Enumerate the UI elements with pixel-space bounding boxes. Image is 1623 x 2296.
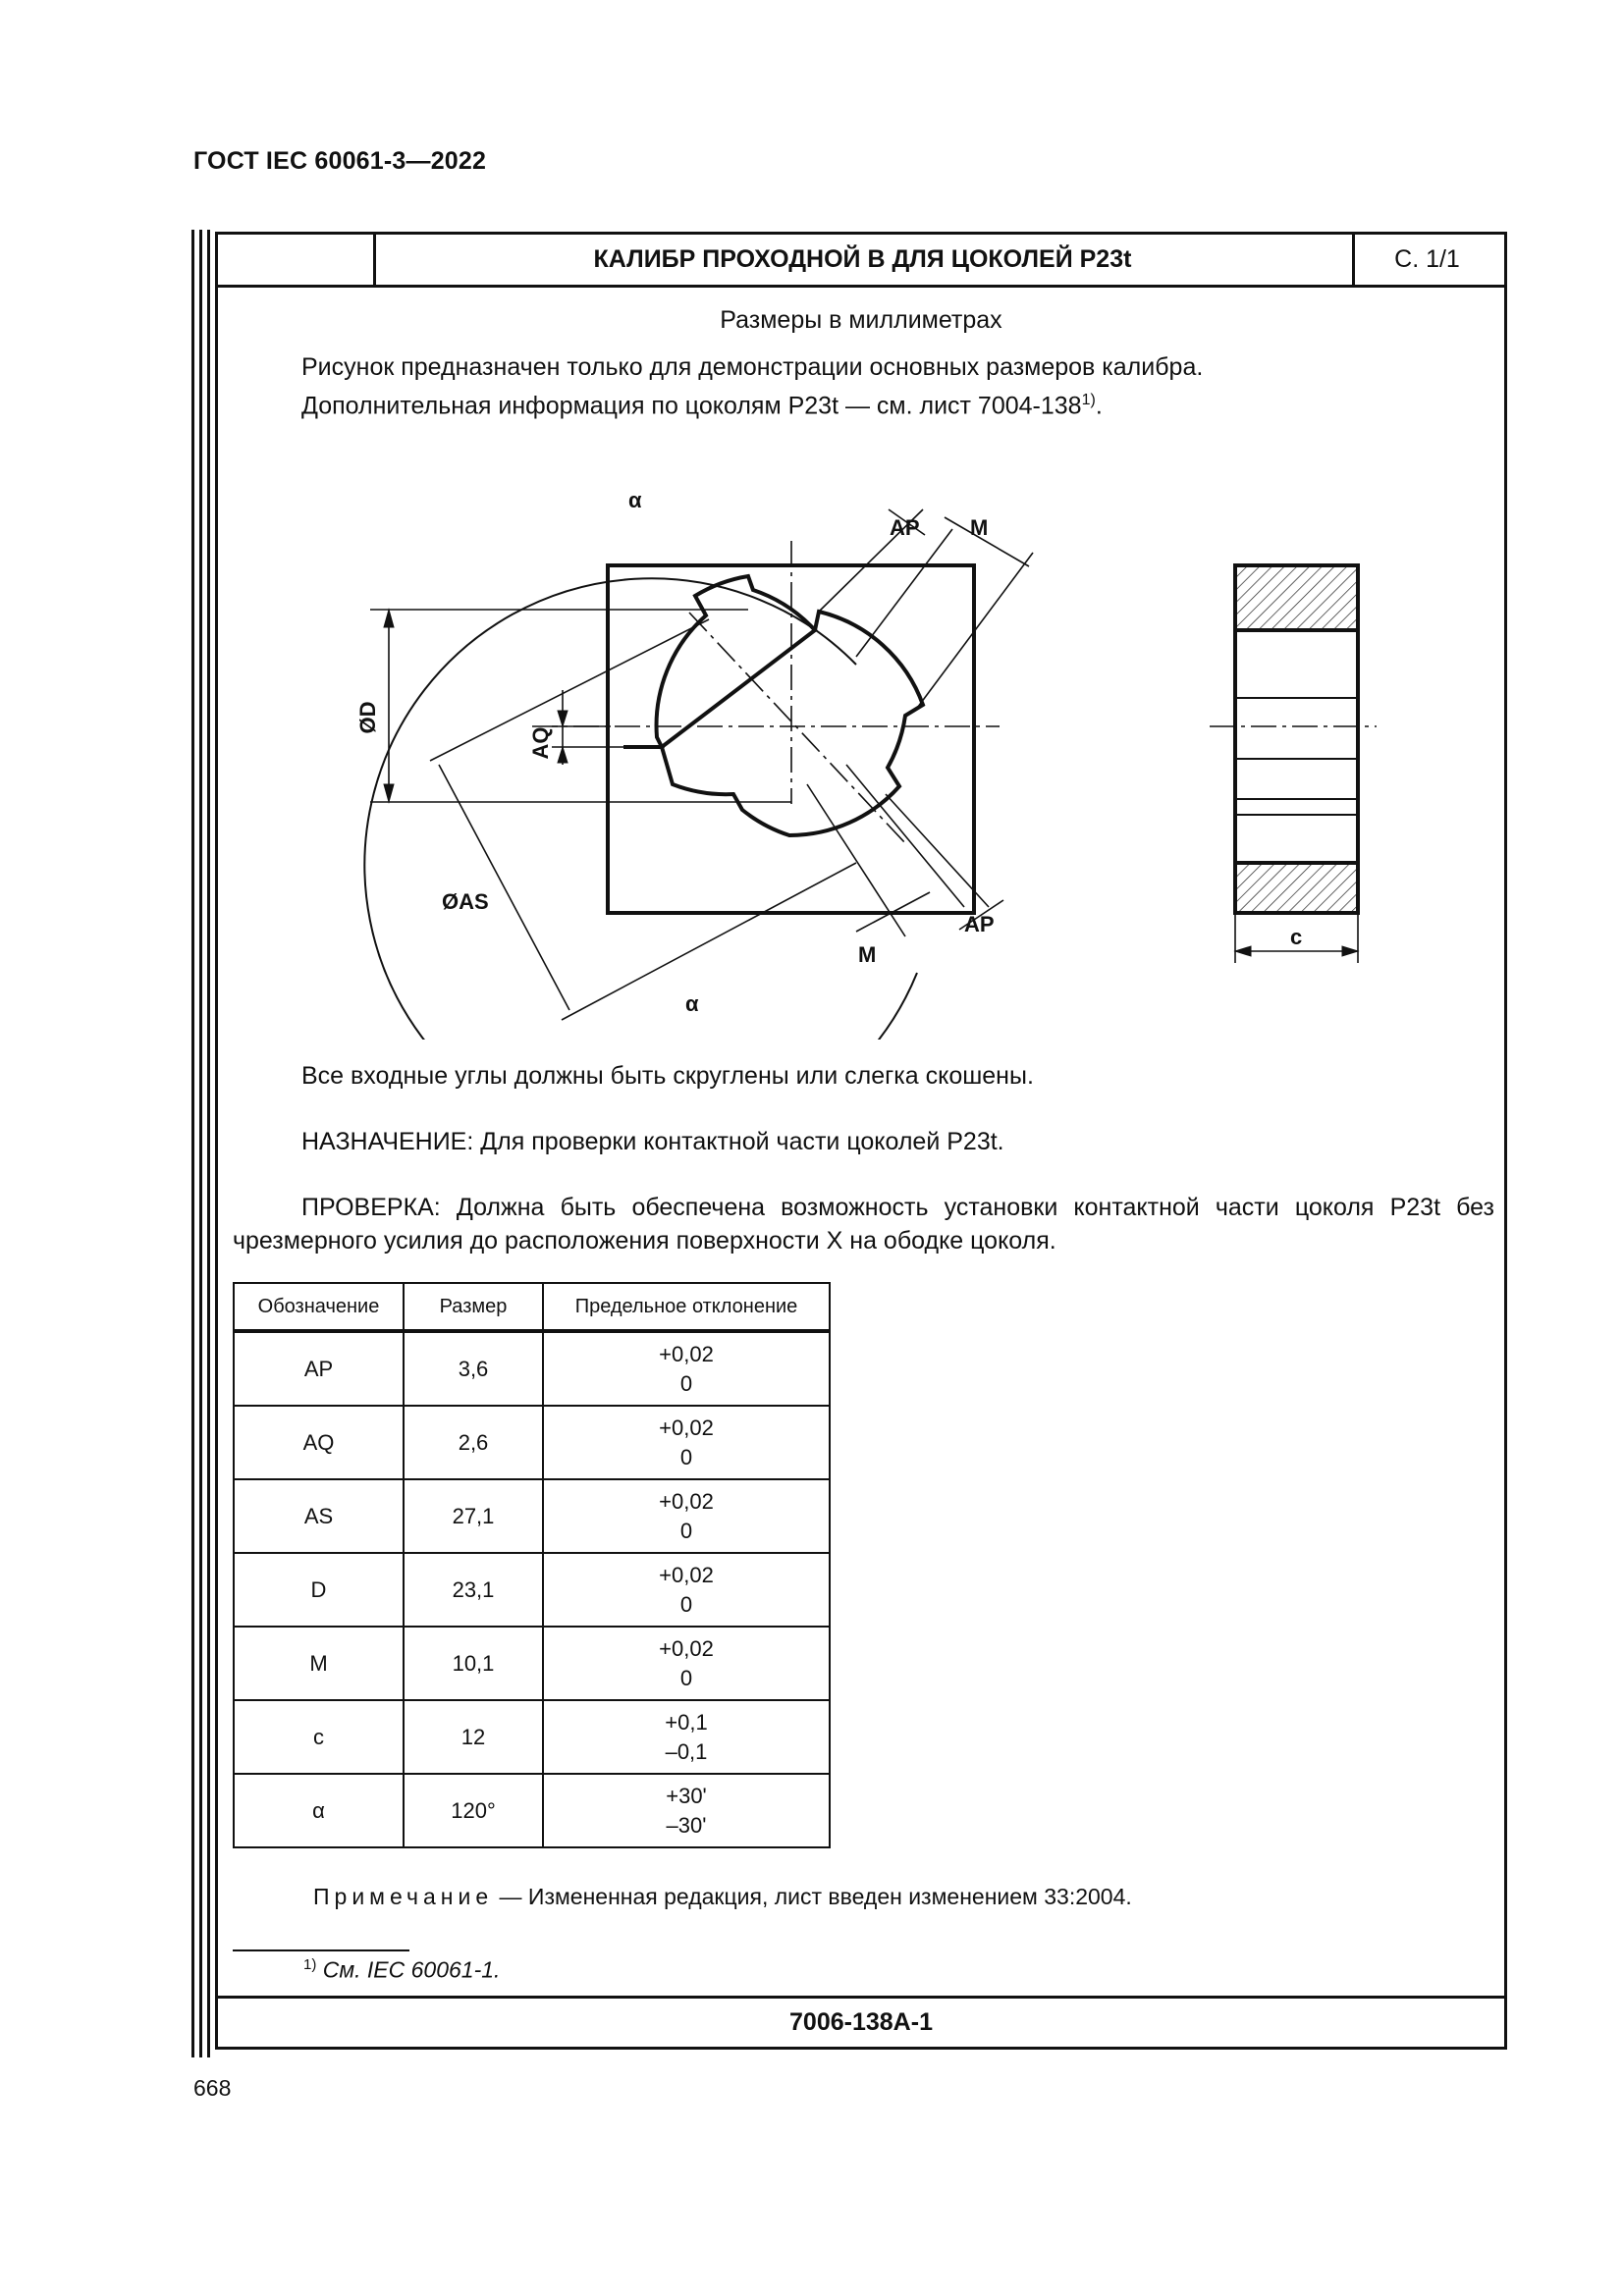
sheet-title: КАЛИБР ПРОХОДНОЙ В ДЛЯ ЦОКОЛЕЙ P23t [373, 235, 1355, 285]
tolerance-upper: +0,02 [659, 1488, 714, 1514]
cell-symbol: AQ [234, 1406, 404, 1479]
cell-symbol: α [234, 1774, 404, 1847]
tolerance-lower: 0 [679, 1665, 693, 1690]
page-number: 668 [193, 2075, 232, 2101]
tolerance-lower: 0 [679, 1370, 693, 1396]
footnote-ref: 1) [1081, 392, 1096, 408]
label-ap-top: AP [890, 515, 920, 540]
arrow [558, 711, 568, 726]
note-label: Примечание [313, 1884, 494, 1909]
note [313, 1884, 1132, 1910]
tolerance-lower: 0 [679, 1518, 693, 1543]
tolerance-upper: +0,1 [665, 1709, 708, 1735]
sheet-code: 7006-138A-1 [218, 1996, 1504, 2047]
table-row [234, 1774, 830, 1847]
footnote-mark: 1) [303, 1956, 317, 1973]
header-tolerance: Предельное отклонение [543, 1283, 830, 1331]
cell-size: 2,6 [404, 1406, 543, 1479]
table-row [234, 1627, 830, 1700]
cell-size: 23,1 [404, 1553, 543, 1627]
bore-outline [623, 576, 923, 835]
alpha-arc [364, 578, 917, 1040]
intro-paragraph [301, 350, 1431, 422]
side-view-hatch [1235, 863, 1358, 913]
arrow [558, 747, 568, 763]
label-alpha: α [628, 488, 642, 512]
units-note: Размеры в миллиметрах [720, 306, 1002, 334]
cell-size: 12 [404, 1700, 543, 1774]
intro-end: . [1095, 392, 1103, 420]
label-as: ØAS [442, 889, 489, 914]
cell-size: 27,1 [404, 1479, 543, 1553]
tolerance-upper: +0,02 [659, 1341, 714, 1366]
axis-line [689, 613, 905, 843]
document-header: ГОСТ IEC 60061-3—2022 [193, 147, 487, 175]
check-paragraph: ПРОВЕРКА: Должна быть обеспечена возможность установки контактной части цоколя P23t без чрезмерного усилия до расположения поверхности X на ободке цоколя. [233, 1194, 1494, 1255]
cell-tolerance [543, 1627, 830, 1700]
side-view-hatch [1235, 565, 1358, 630]
tolerance-lower: 0 [679, 1444, 693, 1469]
intro-text: Дополнительная информация по цоколям P23t — см. лист 7004-138 [301, 392, 1082, 420]
cell-tolerance [543, 1553, 830, 1627]
arrow [1235, 946, 1251, 956]
angles-note: Все входные углы должны быть скруглены или слегка скошены. [301, 1062, 1034, 1090]
table-row [234, 1331, 830, 1406]
cell-size: 120° [404, 1774, 543, 1847]
tolerance-lower: –0,1 [665, 1738, 708, 1764]
footnote-divider [233, 1949, 409, 1951]
standard-sheet [215, 232, 1507, 2050]
cell-symbol: AP [234, 1331, 404, 1406]
label-aq: AQ [528, 726, 553, 760]
table-row [234, 1553, 830, 1627]
label-c: c [1290, 925, 1303, 949]
arrow [1342, 946, 1358, 956]
label-m-top: M [970, 515, 989, 540]
sheet-title-row [218, 235, 1504, 288]
note-text: — Измененная редакция, лист введен изменением 33:2004. [493, 1884, 1132, 1909]
cell-tolerance [543, 1479, 830, 1553]
cell-symbol: AS [234, 1479, 404, 1553]
intro-line: Рисунок предназначен только для демонстрации основных размеров калибра. [301, 353, 1204, 381]
arrow [384, 784, 394, 802]
table-row [234, 1700, 830, 1774]
label-alpha-bottom: α [685, 991, 699, 1016]
cell-tolerance [543, 1331, 830, 1406]
sheet-page-ref: С. 1/1 [1394, 245, 1460, 273]
tolerance-lower: –30' [666, 1812, 707, 1838]
cell-tolerance [543, 1406, 830, 1479]
title-blank-cell [218, 235, 376, 285]
header-size: Размер [404, 1283, 543, 1331]
side-rule [191, 230, 194, 2057]
cell-symbol: M [234, 1627, 404, 1700]
cell-tolerance [543, 1700, 830, 1774]
cell-size: 10,1 [404, 1627, 543, 1700]
tolerance-upper: +0,02 [659, 1562, 714, 1587]
cell-tolerance [543, 1774, 830, 1847]
tolerance-lower: 0 [679, 1591, 693, 1617]
cell-symbol: c [234, 1700, 404, 1774]
table-row [234, 1406, 830, 1479]
purpose-paragraph: НАЗНАЧЕНИЕ: Для проверки контактной части цоколей P23t. [301, 1128, 1004, 1155]
intro-line [301, 384, 1431, 422]
tolerance-upper: +30' [666, 1783, 707, 1808]
table-row [234, 1479, 830, 1553]
cell-size: 3,6 [404, 1331, 543, 1406]
tolerance-table [233, 1282, 831, 1848]
label-m-bottom: M [858, 942, 877, 967]
side-rule [207, 230, 210, 2057]
tolerance-upper: +0,02 [659, 1635, 714, 1661]
footnote [303, 1956, 500, 1984]
arrow [384, 610, 394, 627]
footnote-text: См. IEC 60061-1. [316, 1956, 501, 1983]
header-symbol: Обозначение [234, 1283, 404, 1331]
gauge-drawing [218, 470, 1510, 1040]
label-ap-bottom: AP [964, 912, 995, 936]
side-rule [199, 230, 202, 2057]
label-d: ØD [355, 701, 380, 734]
dimension-line [846, 765, 964, 907]
dimension-line [856, 529, 952, 657]
tolerance-upper: +0,02 [659, 1415, 714, 1440]
cell-symbol: D [234, 1553, 404, 1627]
